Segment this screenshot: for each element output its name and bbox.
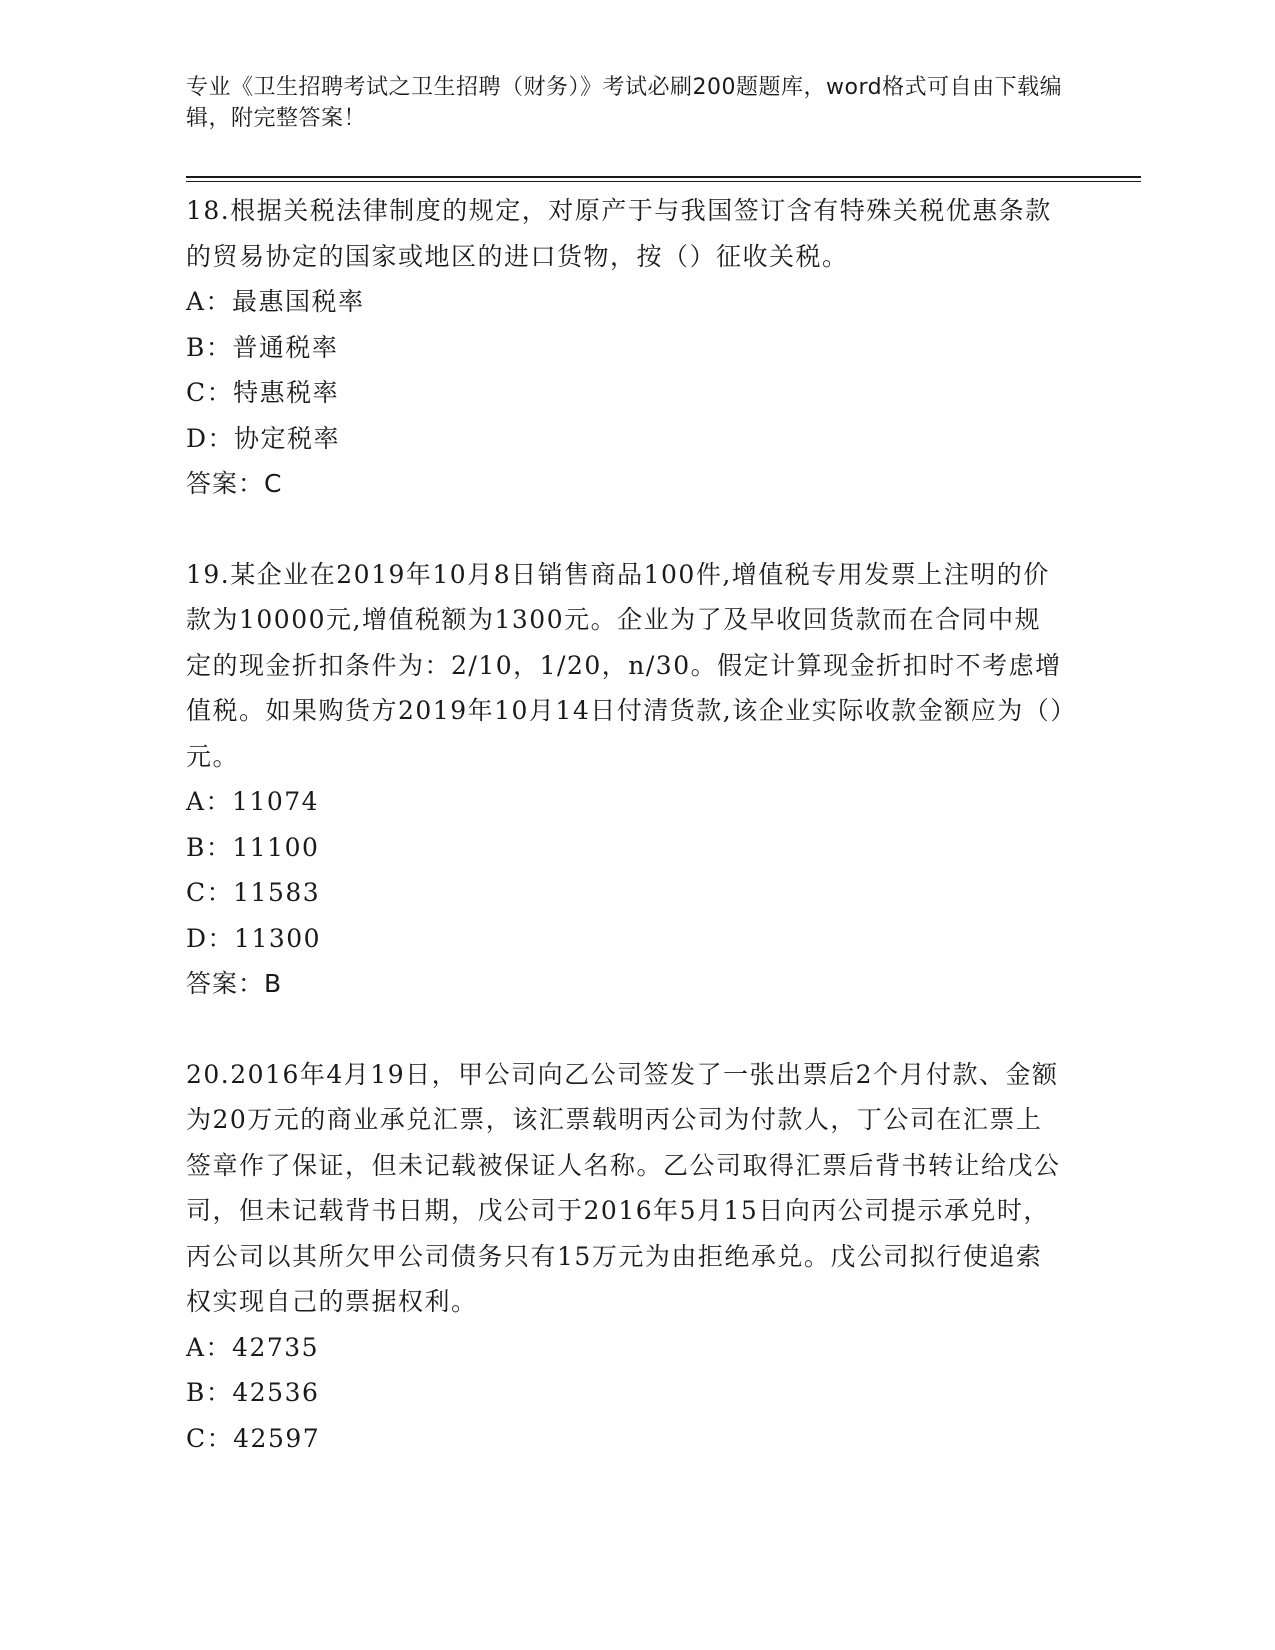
question-20 [186, 1052, 1066, 1462]
question-stem: 19.某企业在2019年10月8日销售商品100件,增值税专用发票上注明的价款为10000元,增值税额为1300元。企业为了及早收回货款而在合同中规定的现金折扣条件为：2/10，1/20，n/30。假定计算现金折扣时不考虑增值税。如果购货方2019年10月14日付清货款,该企业实际收款金额应为（）元。 [186, 559, 1065, 771]
question-19 [186, 552, 1066, 1007]
header-divider-thick [186, 176, 1141, 178]
answer-line: 答案：C [186, 469, 283, 498]
option-a: A：42735 [186, 1332, 320, 1362]
question-stem: 18.根据关税法律制度的规定，对原产于与我国签订含有特殊关税优惠条款的贸易协定的国家或地区的进口货物，按（）征收关税。 [186, 196, 1052, 271]
option-a: A：最惠国税率 [186, 287, 365, 316]
option-c: C：42597 [186, 1423, 321, 1453]
option-b: B：普通税率 [186, 332, 339, 362]
answer-line: 答案：B [186, 969, 283, 998]
option-b: B：42536 [186, 1378, 320, 1407]
question-stem: 20.2016年4月19日，甲公司向乙公司签发了一张出票后2个月付款、金额为20万元的商业承兑汇票，该汇票载明丙公司为付款人，丁公司在汇票上签章作了保证，但未记载被保证人名称。乙公司取得汇票后背书转让给戊公司，但未记载背书日期，戊公司于2016年5月15日向丙公司提示承兑时，丙公司以其所欠甲公司债务只有15万元为由拒绝承兑。戊公司拟行使追索权实现自己的票据权利。 [186, 1059, 1061, 1316]
option-c: C：特惠税率 [186, 378, 340, 407]
question-18 [186, 188, 1066, 507]
option-c: C：11583 [186, 878, 321, 907]
option-b: B：11100 [186, 832, 320, 862]
header-divider-thin [186, 181, 1141, 182]
option-d: D：11300 [186, 923, 322, 953]
option-d: D：协定税率 [186, 423, 341, 453]
question-list [186, 188, 1066, 1506]
option-a: A：11074 [186, 787, 320, 816]
document-header: 专业《卫生招聘考试之卫生招聘（财务）》考试必刷200题题库，word格式可自由下载编辑，附完整答案！ [186, 75, 1063, 131]
